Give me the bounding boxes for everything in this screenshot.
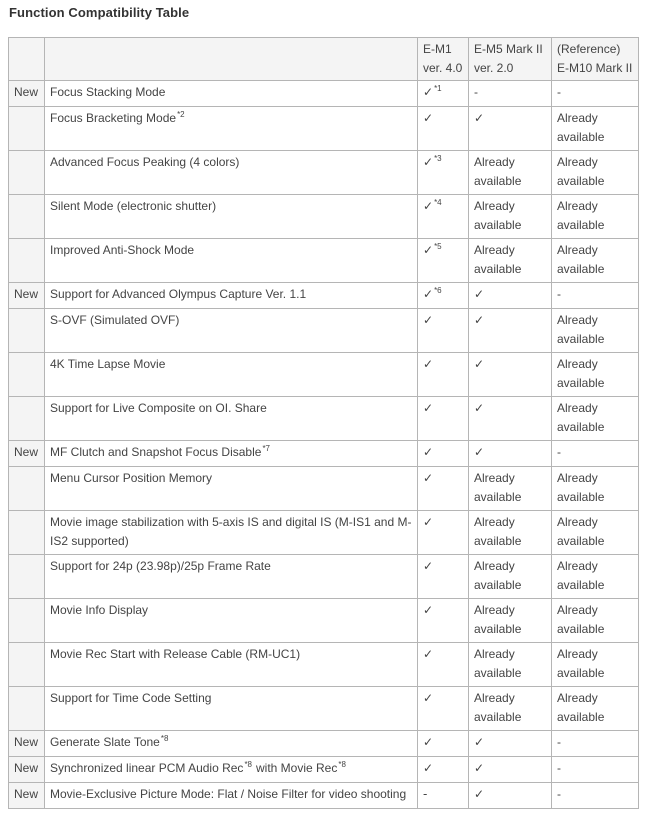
header-em1-model: E-M1 (423, 42, 452, 56)
not-supported-dash: - (474, 85, 478, 99)
em1-cell (418, 511, 469, 555)
header-flag-cell (9, 38, 45, 81)
new-flag-cell (9, 467, 45, 511)
checkmark-icon: ✓ (474, 401, 485, 415)
feature-name: 4K Time Lapse Movie (50, 357, 166, 371)
em5-cell (469, 239, 552, 283)
em5-cell (469, 283, 552, 309)
table-row (9, 511, 639, 555)
checkmark-icon: ✓ (423, 471, 434, 485)
availability-text: available (474, 262, 522, 276)
em1-cell (418, 441, 469, 467)
feature-name: Focus Stacking Mode (50, 85, 166, 99)
em5-cell (469, 441, 552, 467)
em1-cell (418, 397, 469, 441)
feature-name: Silent Mode (electronic shutter) (50, 199, 217, 213)
feature-footnote: *8 (338, 760, 346, 769)
checkmark-icon: ✓ (423, 313, 434, 327)
availability-text: available (557, 578, 605, 592)
feature-cell (45, 731, 418, 757)
checkmark-icon: ✓ (423, 647, 434, 661)
availability-text: available (557, 710, 605, 724)
new-flag: New (14, 735, 39, 749)
availability-text: available (557, 622, 605, 636)
availability-text: available (474, 622, 522, 636)
feature-cell (45, 195, 418, 239)
checkmark-icon: ✓ (423, 559, 434, 573)
feature-footnote: *8 (244, 760, 252, 769)
availability-text: available (474, 534, 522, 548)
em10-cell (552, 687, 639, 731)
availability-text: available (557, 376, 605, 390)
em1-footnote: *3 (434, 154, 442, 163)
table-row (9, 81, 639, 107)
em1-cell (418, 309, 469, 353)
availability-text: Already (557, 155, 598, 169)
availability-text: available (557, 332, 605, 346)
feature-cell (45, 757, 418, 783)
new-flag-cell (9, 309, 45, 353)
new-flag-cell (9, 397, 45, 441)
availability-text: available (557, 130, 605, 144)
availability-text: Already (557, 243, 598, 257)
availability-text: Already (474, 243, 515, 257)
table-row (9, 397, 639, 441)
checkmark-icon: ✓ (474, 111, 485, 125)
new-flag-cell (9, 555, 45, 599)
availability-text: available (557, 666, 605, 680)
em1-cell (418, 467, 469, 511)
em10-cell (552, 81, 639, 107)
feature-cell (45, 511, 418, 555)
checkmark-icon: ✓ (474, 787, 485, 801)
em1-cell (418, 195, 469, 239)
feature-cell (45, 687, 418, 731)
feature-cell (45, 353, 418, 397)
feature-footnote: *2 (177, 110, 185, 119)
new-flag: New (14, 445, 39, 459)
availability-text: Already (557, 603, 598, 617)
em1-cell (418, 239, 469, 283)
em10-cell (552, 467, 639, 511)
function-compatibility-table (8, 37, 639, 809)
checkmark-icon: ✓ (423, 85, 434, 99)
new-flag-cell (9, 783, 45, 809)
em5-cell (469, 783, 552, 809)
checkmark-icon: ✓ (423, 445, 434, 459)
feature-name: Support for 24p (23.98p)/25p Frame Rate (50, 559, 271, 573)
new-flag-cell (9, 239, 45, 283)
checkmark-icon: ✓ (423, 357, 434, 371)
table-row (9, 309, 639, 353)
table-row (9, 555, 639, 599)
availability-text: Already (474, 155, 515, 169)
availability-text: Already (557, 471, 598, 485)
new-flag-cell (9, 107, 45, 151)
checkmark-icon: ✓ (423, 155, 434, 169)
em1-cell (418, 599, 469, 643)
feature-cell (45, 599, 418, 643)
checkmark-icon: ✓ (474, 287, 485, 301)
em10-cell (552, 195, 639, 239)
checkmark-icon: ✓ (423, 401, 434, 415)
feature-name: Support for Time Code Setting (50, 691, 212, 705)
em1-cell (418, 107, 469, 151)
table-row (9, 687, 639, 731)
feature-name: Support for Advanced Olympus Capture Ver. 1.1 (50, 287, 307, 301)
em5-cell (469, 643, 552, 687)
em10-cell (552, 757, 639, 783)
em10-cell (552, 309, 639, 353)
availability-text: Already (474, 559, 515, 573)
em5-cell (469, 195, 552, 239)
checkmark-icon: ✓ (423, 515, 434, 529)
feature-footnote: *8 (160, 734, 169, 743)
availability-text: Already (557, 313, 598, 327)
em10-cell (552, 107, 639, 151)
feature-cell (45, 81, 418, 107)
feature-name: Synchronized linear PCM Audio Rec (50, 761, 244, 775)
not-supported-dash: - (557, 787, 561, 801)
not-supported-dash: - (557, 761, 561, 775)
availability-text: available (557, 262, 605, 276)
header-em5-cell (469, 38, 552, 81)
header-em1-version: ver. 4.0 (423, 61, 463, 75)
table-row (9, 195, 639, 239)
em5-cell (469, 555, 552, 599)
table-row (9, 731, 639, 757)
em5-cell (469, 151, 552, 195)
em1-cell (418, 283, 469, 309)
em1-footnote: *4 (434, 198, 442, 207)
table-row (9, 441, 639, 467)
table-row (9, 757, 639, 783)
availability-text: Already (557, 647, 598, 661)
feature-cell (45, 441, 418, 467)
em10-cell (552, 511, 639, 555)
availability-text: Already (557, 515, 598, 529)
feature-name: Movie Info Display (50, 603, 149, 617)
page-title: Function Compatibility Table (9, 5, 190, 20)
checkmark-icon: ✓ (474, 735, 485, 749)
em5-cell (469, 731, 552, 757)
checkmark-icon: ✓ (423, 199, 434, 213)
availability-text: Already (557, 401, 598, 415)
em5-cell (469, 81, 552, 107)
feature-name: Focus Bracketing Mode (50, 111, 177, 125)
new-flag-cell (9, 283, 45, 309)
availability-text: Already (474, 199, 515, 213)
table-row (9, 353, 639, 397)
feature-name: Support for Live Composite on OI. Share (50, 401, 267, 415)
header-em1-cell (418, 38, 469, 81)
feature-name: Menu Cursor Position Memory (50, 471, 213, 485)
em1-cell (418, 555, 469, 599)
new-flag-cell (9, 195, 45, 239)
checkmark-icon: ✓ (423, 287, 434, 301)
availability-text: Already (474, 647, 515, 661)
table-row (9, 151, 639, 195)
em10-cell (552, 397, 639, 441)
new-flag-cell (9, 643, 45, 687)
new-flag-cell (9, 511, 45, 555)
new-flag-cell (9, 151, 45, 195)
availability-text: Already (474, 515, 515, 529)
availability-text: Already (557, 691, 598, 705)
new-flag-cell (9, 81, 45, 107)
em10-cell (552, 151, 639, 195)
checkmark-icon: ✓ (423, 761, 434, 775)
em5-cell (469, 599, 552, 643)
feature-name: Generate Slate Tone (50, 735, 160, 749)
availability-text: Already (474, 603, 515, 617)
feature-name: Improved Anti-Shock Mode (50, 243, 195, 257)
em5-cell (469, 309, 552, 353)
feature-name-continued: with Movie Rec (256, 761, 338, 775)
availability-text: available (474, 218, 522, 232)
em1-footnote: *6 (434, 286, 442, 295)
header-feature-cell (45, 38, 418, 81)
feature-name: Movie-Exclusive Picture Mode: Flat / Noise Filter for video shooting (50, 787, 407, 801)
checkmark-icon: ✓ (423, 735, 434, 749)
new-flag: New (14, 761, 39, 775)
availability-text: available (474, 666, 522, 680)
availability-text: available (557, 534, 605, 548)
em10-cell (552, 441, 639, 467)
feature-name: Movie Rec Start with Release Cable (RM-UC1) (50, 647, 301, 661)
not-supported-dash: - (557, 445, 561, 459)
new-flag-cell (9, 353, 45, 397)
em10-cell (552, 643, 639, 687)
new-flag: New (14, 287, 39, 301)
feature-cell (45, 555, 418, 599)
table-row (9, 467, 639, 511)
checkmark-icon: ✓ (423, 691, 434, 705)
availability-text: Already (557, 559, 598, 573)
feature-name: Movie image stabilization with 5-axis IS and digital IS (M-IS1 and M-IS2 supported) (50, 515, 412, 548)
em1-cell (418, 731, 469, 757)
em5-cell (469, 397, 552, 441)
new-flag-cell (9, 687, 45, 731)
header-em10-cell (552, 38, 639, 81)
feature-cell (45, 239, 418, 283)
availability-text: Already (557, 199, 598, 213)
availability-text: available (474, 578, 522, 592)
em1-footnote: *1 (434, 84, 442, 93)
new-flag: New (14, 787, 39, 801)
not-supported-dash: - (557, 735, 561, 749)
checkmark-icon: ✓ (474, 445, 485, 459)
em1-cell (418, 353, 469, 397)
feature-cell (45, 643, 418, 687)
em5-cell (469, 107, 552, 151)
feature-cell (45, 467, 418, 511)
availability-text: available (557, 490, 605, 504)
em10-cell (552, 283, 639, 309)
em5-cell (469, 353, 552, 397)
em1-cell (418, 687, 469, 731)
new-flag-cell (9, 441, 45, 467)
feature-cell (45, 309, 418, 353)
not-supported-dash: - (557, 85, 561, 99)
availability-text: available (474, 710, 522, 724)
em5-cell (469, 687, 552, 731)
table-row (9, 783, 639, 809)
em10-cell (552, 353, 639, 397)
checkmark-icon: ✓ (423, 111, 434, 125)
availability-text: available (557, 218, 605, 232)
table-row (9, 643, 639, 687)
em10-cell (552, 239, 639, 283)
availability-text: Already (474, 471, 515, 485)
checkmark-icon: ✓ (474, 761, 485, 775)
header-em10-model: E-M10 Mark II (557, 61, 633, 75)
header-em5-model: E-M5 Mark II (474, 42, 543, 56)
checkmark-icon: ✓ (423, 243, 434, 257)
availability-text: available (474, 174, 522, 188)
em1-cell (418, 81, 469, 107)
em5-cell (469, 467, 552, 511)
feature-cell (45, 783, 418, 809)
checkmark-icon: ✓ (474, 313, 485, 327)
availability-text: available (557, 420, 605, 434)
em1-cell (418, 783, 469, 809)
table-row (9, 283, 639, 309)
new-flag-cell (9, 599, 45, 643)
feature-cell (45, 151, 418, 195)
availability-text: Already (474, 691, 515, 705)
em10-cell (552, 599, 639, 643)
new-flag-cell (9, 757, 45, 783)
em10-cell (552, 731, 639, 757)
availability-text: Already (557, 111, 598, 125)
em5-cell (469, 757, 552, 783)
em1-cell (418, 151, 469, 195)
feature-footnote: *7 (262, 444, 270, 453)
feature-name: MF Clutch and Snapshot Focus Disable (50, 445, 262, 459)
checkmark-icon: ✓ (474, 357, 485, 371)
not-supported-dash: - (557, 287, 561, 301)
table-row (9, 239, 639, 283)
checkmark-icon: ✓ (423, 603, 434, 617)
feature-name: Advanced Focus Peaking (4 colors) (50, 155, 240, 169)
availability-text: available (557, 174, 605, 188)
header-em5-version: ver. 2.0 (474, 61, 514, 75)
not-supported-dash: - (423, 787, 428, 801)
feature-cell (45, 397, 418, 441)
table-row (9, 599, 639, 643)
new-flag: New (14, 85, 39, 99)
feature-cell (45, 283, 418, 309)
em10-cell (552, 555, 639, 599)
em5-cell (469, 511, 552, 555)
header-em10-reference: (Reference) (557, 42, 621, 56)
em1-footnote: *5 (434, 242, 442, 251)
feature-cell (45, 107, 418, 151)
em1-cell (418, 643, 469, 687)
em1-cell (418, 757, 469, 783)
availability-text: available (474, 490, 522, 504)
table-row (9, 107, 639, 151)
feature-name: S-OVF (Simulated OVF) (50, 313, 180, 327)
availability-text: Already (557, 357, 598, 371)
em10-cell (552, 783, 639, 809)
new-flag-cell (9, 731, 45, 757)
table-header-row (9, 38, 639, 81)
